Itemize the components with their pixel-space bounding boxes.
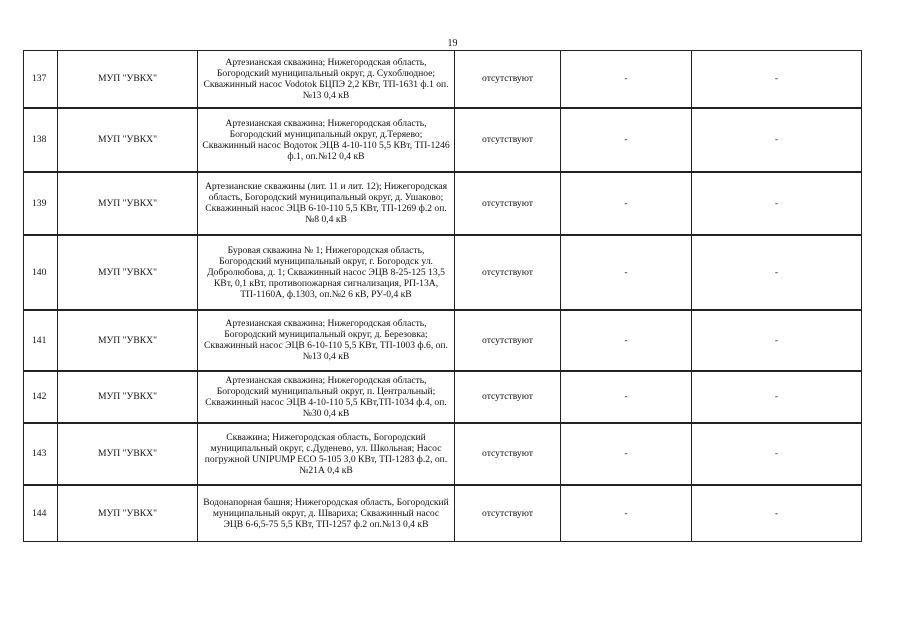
status: отсутствуют bbox=[455, 51, 561, 108]
page-number: 19 bbox=[447, 38, 458, 49]
table-row bbox=[24, 51, 862, 108]
row-number: 139 bbox=[24, 172, 58, 235]
status: отсутствуют bbox=[455, 108, 561, 172]
column-6-value: - bbox=[692, 108, 862, 172]
row-number: 144 bbox=[24, 485, 58, 542]
row-number: 138 bbox=[24, 108, 58, 172]
object-description: Артезианская скважина; Нижегородская область, Богородский муниципальный округ, д.Теряево; Скважинный насос Водоток ЭЦВ 4-10-110 5,5 КВт, ТП-1246 ф.1, оп.№12 0,4 кВ bbox=[198, 108, 455, 172]
status: отсутствуют bbox=[455, 371, 561, 423]
row-number: 143 bbox=[24, 423, 58, 485]
column-6-value: - bbox=[692, 235, 862, 310]
object-description: Скважина; Нижегородская область, Богородский муниципальный округ, с.Дуденево, ул. Школьная; Насос погружной UNIPUMP ECO 5-105 3,0 КВт, ТП-1283 ф.2, оп.№21А 0,4 кВ bbox=[198, 423, 455, 485]
column-5-value: - bbox=[561, 172, 692, 235]
column-5-value: - bbox=[561, 423, 692, 485]
table-row bbox=[24, 172, 862, 235]
row-number: 137 bbox=[24, 51, 58, 108]
organization: МУП "УВКХ" bbox=[58, 51, 198, 108]
column-6-value: - bbox=[692, 310, 862, 371]
organization: МУП "УВКХ" bbox=[58, 235, 198, 310]
registry-table bbox=[23, 50, 862, 542]
object-description: Артезианская скважина; Нижегородская область, Богородский муниципальный округ, д. Сухоблюдное; Скважинный насос Vodotok БЦПЭ 2,2 КВт, ТП-1631 ф.1 оп.№13 0,4 кВ bbox=[198, 51, 455, 108]
column-6-value: - bbox=[692, 371, 862, 423]
row-number: 142 bbox=[24, 371, 58, 423]
column-6-value: - bbox=[692, 485, 862, 542]
organization: МУП "УВКХ" bbox=[58, 485, 198, 542]
status: отсутствуют bbox=[455, 423, 561, 485]
organization: МУП "УВКХ" bbox=[58, 371, 198, 423]
object-description: Артезианская скважина; Нижегородская область, Богородский муниципальный округ, д. Березовка; Скважинный насос ЭЦВ 6-10-110 5,5 КВт, ТП-1003 ф.6, оп.№13 0,4 кВ bbox=[198, 310, 455, 371]
column-5-value: - bbox=[561, 371, 692, 423]
row-number: 140 bbox=[24, 235, 58, 310]
table-row bbox=[24, 485, 862, 542]
organization: МУП "УВКХ" bbox=[58, 423, 198, 485]
column-5-value: - bbox=[561, 235, 692, 310]
organization: МУП "УВКХ" bbox=[58, 310, 198, 371]
status: отсутствуют bbox=[455, 310, 561, 371]
object-description: Водонапорная башня; Нижегородская область, Богородский муниципальный округ, д. Швариха; Скважинный насос ЭЦВ 6-6,5-75 5,5 КВт, ТП-1257 ф.2 оп.№13 0,4 кВ bbox=[198, 485, 455, 542]
table-row bbox=[24, 235, 862, 310]
status: отсутствуют bbox=[455, 235, 561, 310]
column-6-value: - bbox=[692, 51, 862, 108]
organization: МУП "УВКХ" bbox=[58, 172, 198, 235]
column-5-value: - bbox=[561, 51, 692, 108]
table-row bbox=[24, 423, 862, 485]
object-description: Артезианские скважины (лит. 11 и лит. 12); Нижегородская область, Богородский муниципальный округ, д. Ушаково; Скважинный насос ЭЦВ 6-10-110 5,5 КВт, ТП-1269 ф.2 оп.№8 0,4 кВ bbox=[198, 172, 455, 235]
column-6-value: - bbox=[692, 172, 862, 235]
organization: МУП "УВКХ" bbox=[58, 108, 198, 172]
column-5-value: - bbox=[561, 310, 692, 371]
object-description: Артезианская скважина; Нижегородская область, Богородский муниципальный округ, п. Центральный; Скважинный насос ЭЦВ 4-10-110 5,5 КВт,ТП-1034 ф.4, оп.№30 0,4 кВ bbox=[198, 371, 455, 423]
status: отсутствуют bbox=[455, 485, 561, 542]
table-row bbox=[24, 371, 862, 423]
column-5-value: - bbox=[561, 108, 692, 172]
status: отсутствуют bbox=[455, 172, 561, 235]
row-number: 141 bbox=[24, 310, 58, 371]
table-row bbox=[24, 310, 862, 371]
column-5-value: - bbox=[561, 485, 692, 542]
table-row bbox=[24, 108, 862, 172]
column-6-value: - bbox=[692, 423, 862, 485]
object-description: Буровая скважина № 1; Нижегородская область, Богородский муниципальный округ, г. Богородск ул. Добролюбова, д. 1; Скважинный насос ЭЦВ 8-25-125 13,5 КВт, 0,1 кВт, противопожарная сигнализация, РП-13А, ТП-1160А, ф.1303, оп.№2 6 кВ, РУ-0,4 кВ bbox=[198, 235, 455, 310]
